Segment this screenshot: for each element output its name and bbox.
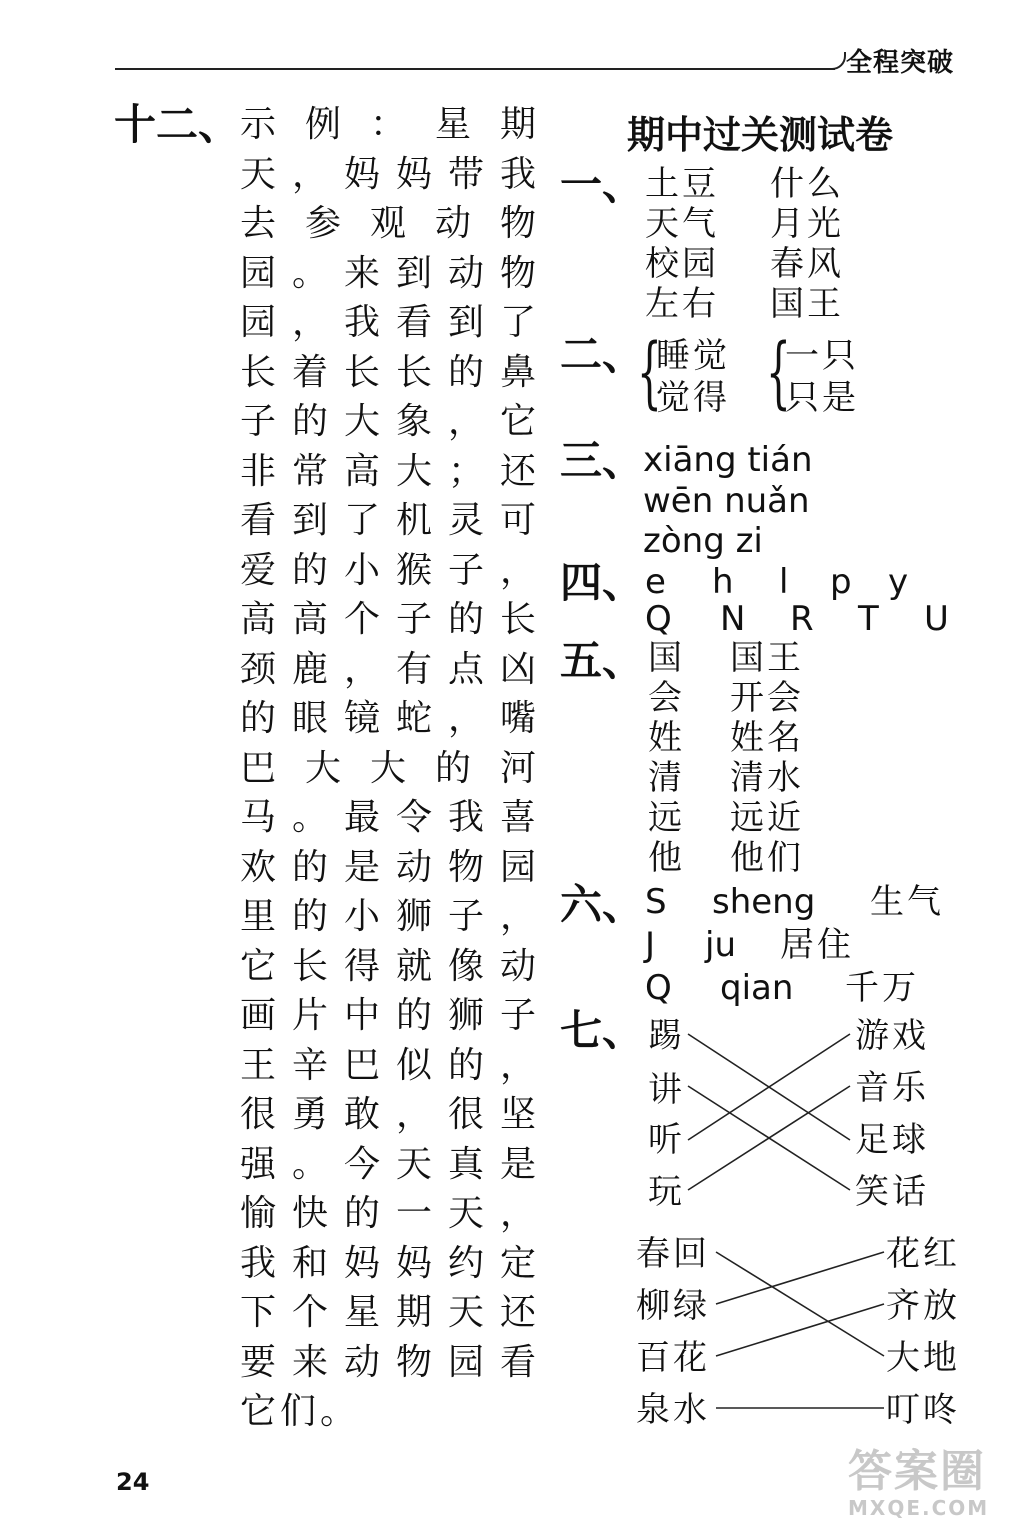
letter-answer: y xyxy=(888,562,909,602)
letter-answer: p xyxy=(830,562,852,602)
brand-title: 全程突破 xyxy=(846,48,955,78)
answer-word: 千万 xyxy=(845,968,919,1008)
essay-line: 欢的是动物园 xyxy=(240,846,540,888)
section-5-number: 五、 xyxy=(560,636,645,685)
answer-word: 开会 xyxy=(730,678,804,718)
section-7-number: 七、 xyxy=(560,1006,645,1055)
essay-line: 高高个子的长 xyxy=(240,599,540,640)
pinyin-answer: sheng xyxy=(712,882,816,922)
answer-word: 国王 xyxy=(770,284,844,324)
answer-char: 清 xyxy=(648,758,685,798)
essay-line: 颈鹿，有点凶 xyxy=(240,648,540,690)
essay-line: 它们。 xyxy=(240,1391,361,1432)
essay-line: 巴大大的河 xyxy=(240,747,540,789)
page-number: 24 xyxy=(116,1468,150,1496)
watermark-logo xyxy=(848,1448,989,1520)
left-brace: { xyxy=(766,328,791,418)
capital-letter: S xyxy=(645,882,667,922)
capital-letter: Q xyxy=(645,968,672,1008)
left-brace: { xyxy=(637,328,662,418)
pinyin-answer: zòng zi xyxy=(643,521,763,561)
essay-line: 子的大象，它 xyxy=(240,401,540,442)
section-4-number: 四、 xyxy=(560,558,645,607)
answer-word: 睡觉 xyxy=(656,336,730,376)
essay-line: 天，妈妈带我 xyxy=(240,153,540,195)
pinyin-answer: xiāng tián xyxy=(643,440,813,480)
essay-line: 强。今天真是 xyxy=(240,1143,540,1185)
answer-char: 国 xyxy=(648,638,685,678)
answer-word: 国王 xyxy=(730,638,804,678)
answer-word: 生气 xyxy=(870,882,944,922)
essay-line: 的眼镜蛇，嘴 xyxy=(240,698,540,739)
essay-line: 马。最令我喜 xyxy=(240,797,540,838)
essay-line: 很勇敢，很坚 xyxy=(240,1094,540,1135)
answer-word: 校园 xyxy=(645,244,719,284)
letter-answer: l xyxy=(779,562,789,602)
exam-title: 期中过关测试卷 xyxy=(626,113,893,157)
letter-answer: R xyxy=(790,599,814,639)
match-right-item: 足球 xyxy=(855,1120,929,1160)
match-left-item: 玩 xyxy=(648,1172,685,1212)
match-right-item: 笑话 xyxy=(855,1172,929,1212)
essay-line: 愉快的一天， xyxy=(240,1193,540,1234)
watermark-url: MXQE.COM xyxy=(848,1496,990,1520)
answer-word: 天气 xyxy=(645,204,719,244)
match-right-item: 叮咚 xyxy=(886,1390,960,1430)
match-right-item: 齐放 xyxy=(886,1286,960,1326)
match-left-item: 百花 xyxy=(636,1338,710,1378)
pinyin-answer: ju xyxy=(705,925,736,965)
match-left-item: 春回 xyxy=(636,1234,710,1274)
answer-word: 觉得 xyxy=(656,378,730,418)
match-left-item: 柳绿 xyxy=(636,1286,710,1326)
answer-word: 左右 xyxy=(645,284,719,324)
essay-line: 园，我看到了 xyxy=(240,302,540,343)
pinyin-answer: wēn nuǎn xyxy=(643,481,810,521)
section-6-number: 六、 xyxy=(560,880,645,929)
essay-line: 王辛巴似的， xyxy=(240,1044,540,1086)
match-left-item: 踢 xyxy=(648,1016,685,1056)
match-left-item: 泉水 xyxy=(636,1390,710,1430)
watermark-text: 答案圈 xyxy=(848,1446,986,1497)
capital-letter: J xyxy=(645,925,656,965)
essay-line: 它长得就像动 xyxy=(240,945,540,987)
match-right-item: 大地 xyxy=(886,1338,960,1378)
letter-answer: e xyxy=(645,562,666,602)
section-2-number: 二、 xyxy=(560,330,645,379)
essay-line: 看到了机灵可 xyxy=(240,500,540,541)
match-line xyxy=(716,1304,884,1356)
essay-line: 非常高大；还 xyxy=(240,450,540,492)
essay-line: 下个星期天还 xyxy=(240,1292,540,1333)
answer-word: 只是 xyxy=(785,378,859,418)
letter-answer: N xyxy=(720,599,746,639)
letter-answer: Q xyxy=(645,599,672,639)
essay-line: 里的小狮子， xyxy=(240,896,540,937)
answer-char: 会 xyxy=(648,678,685,718)
answer-word: 春风 xyxy=(770,244,844,284)
answer-word: 土豆 xyxy=(645,164,719,204)
letter-answer: T xyxy=(858,599,879,639)
section-1-number: 一、 xyxy=(560,160,645,209)
answer-word: 远近 xyxy=(730,798,804,838)
answer-word: 姓名 xyxy=(730,718,804,758)
match-left-item: 听 xyxy=(648,1120,685,1160)
match-right-item: 花红 xyxy=(886,1234,960,1274)
answer-word: 月光 xyxy=(770,204,844,244)
answer-word: 一只 xyxy=(785,336,859,376)
essay-line: 长着长长的鼻 xyxy=(240,351,540,393)
answer-word: 什么 xyxy=(770,164,844,204)
answer-word: 他们 xyxy=(730,838,804,878)
match-right-item: 音乐 xyxy=(855,1068,929,1108)
match-line xyxy=(716,1252,884,1356)
match-left-item: 讲 xyxy=(648,1070,685,1110)
answer-word: 清水 xyxy=(730,758,804,798)
answer-char: 姓 xyxy=(648,718,685,758)
essay-line: 园。来到动物 xyxy=(240,252,540,294)
essay-line: 去参观动物 xyxy=(240,203,540,244)
essay-line: 示例：星期 xyxy=(240,104,540,145)
essay-line: 画片中的狮子 xyxy=(240,995,540,1036)
match-line xyxy=(716,1252,884,1304)
pinyin-answer: qian xyxy=(720,968,794,1008)
answer-word: 居住 xyxy=(780,925,854,965)
essay-line: 要来动物园看 xyxy=(240,1341,540,1383)
letter-answer: h xyxy=(712,562,734,602)
section-12-number: 十二、 xyxy=(114,100,241,149)
answer-char: 远 xyxy=(648,798,685,838)
match-right-item: 游戏 xyxy=(855,1016,929,1056)
answer-char: 他 xyxy=(648,838,685,878)
essay-line: 我和妈妈约定 xyxy=(240,1242,540,1284)
section-3-number: 三、 xyxy=(560,436,645,485)
letter-answer: U xyxy=(924,599,949,639)
essay-line: 爱的小猴子， xyxy=(240,549,540,591)
